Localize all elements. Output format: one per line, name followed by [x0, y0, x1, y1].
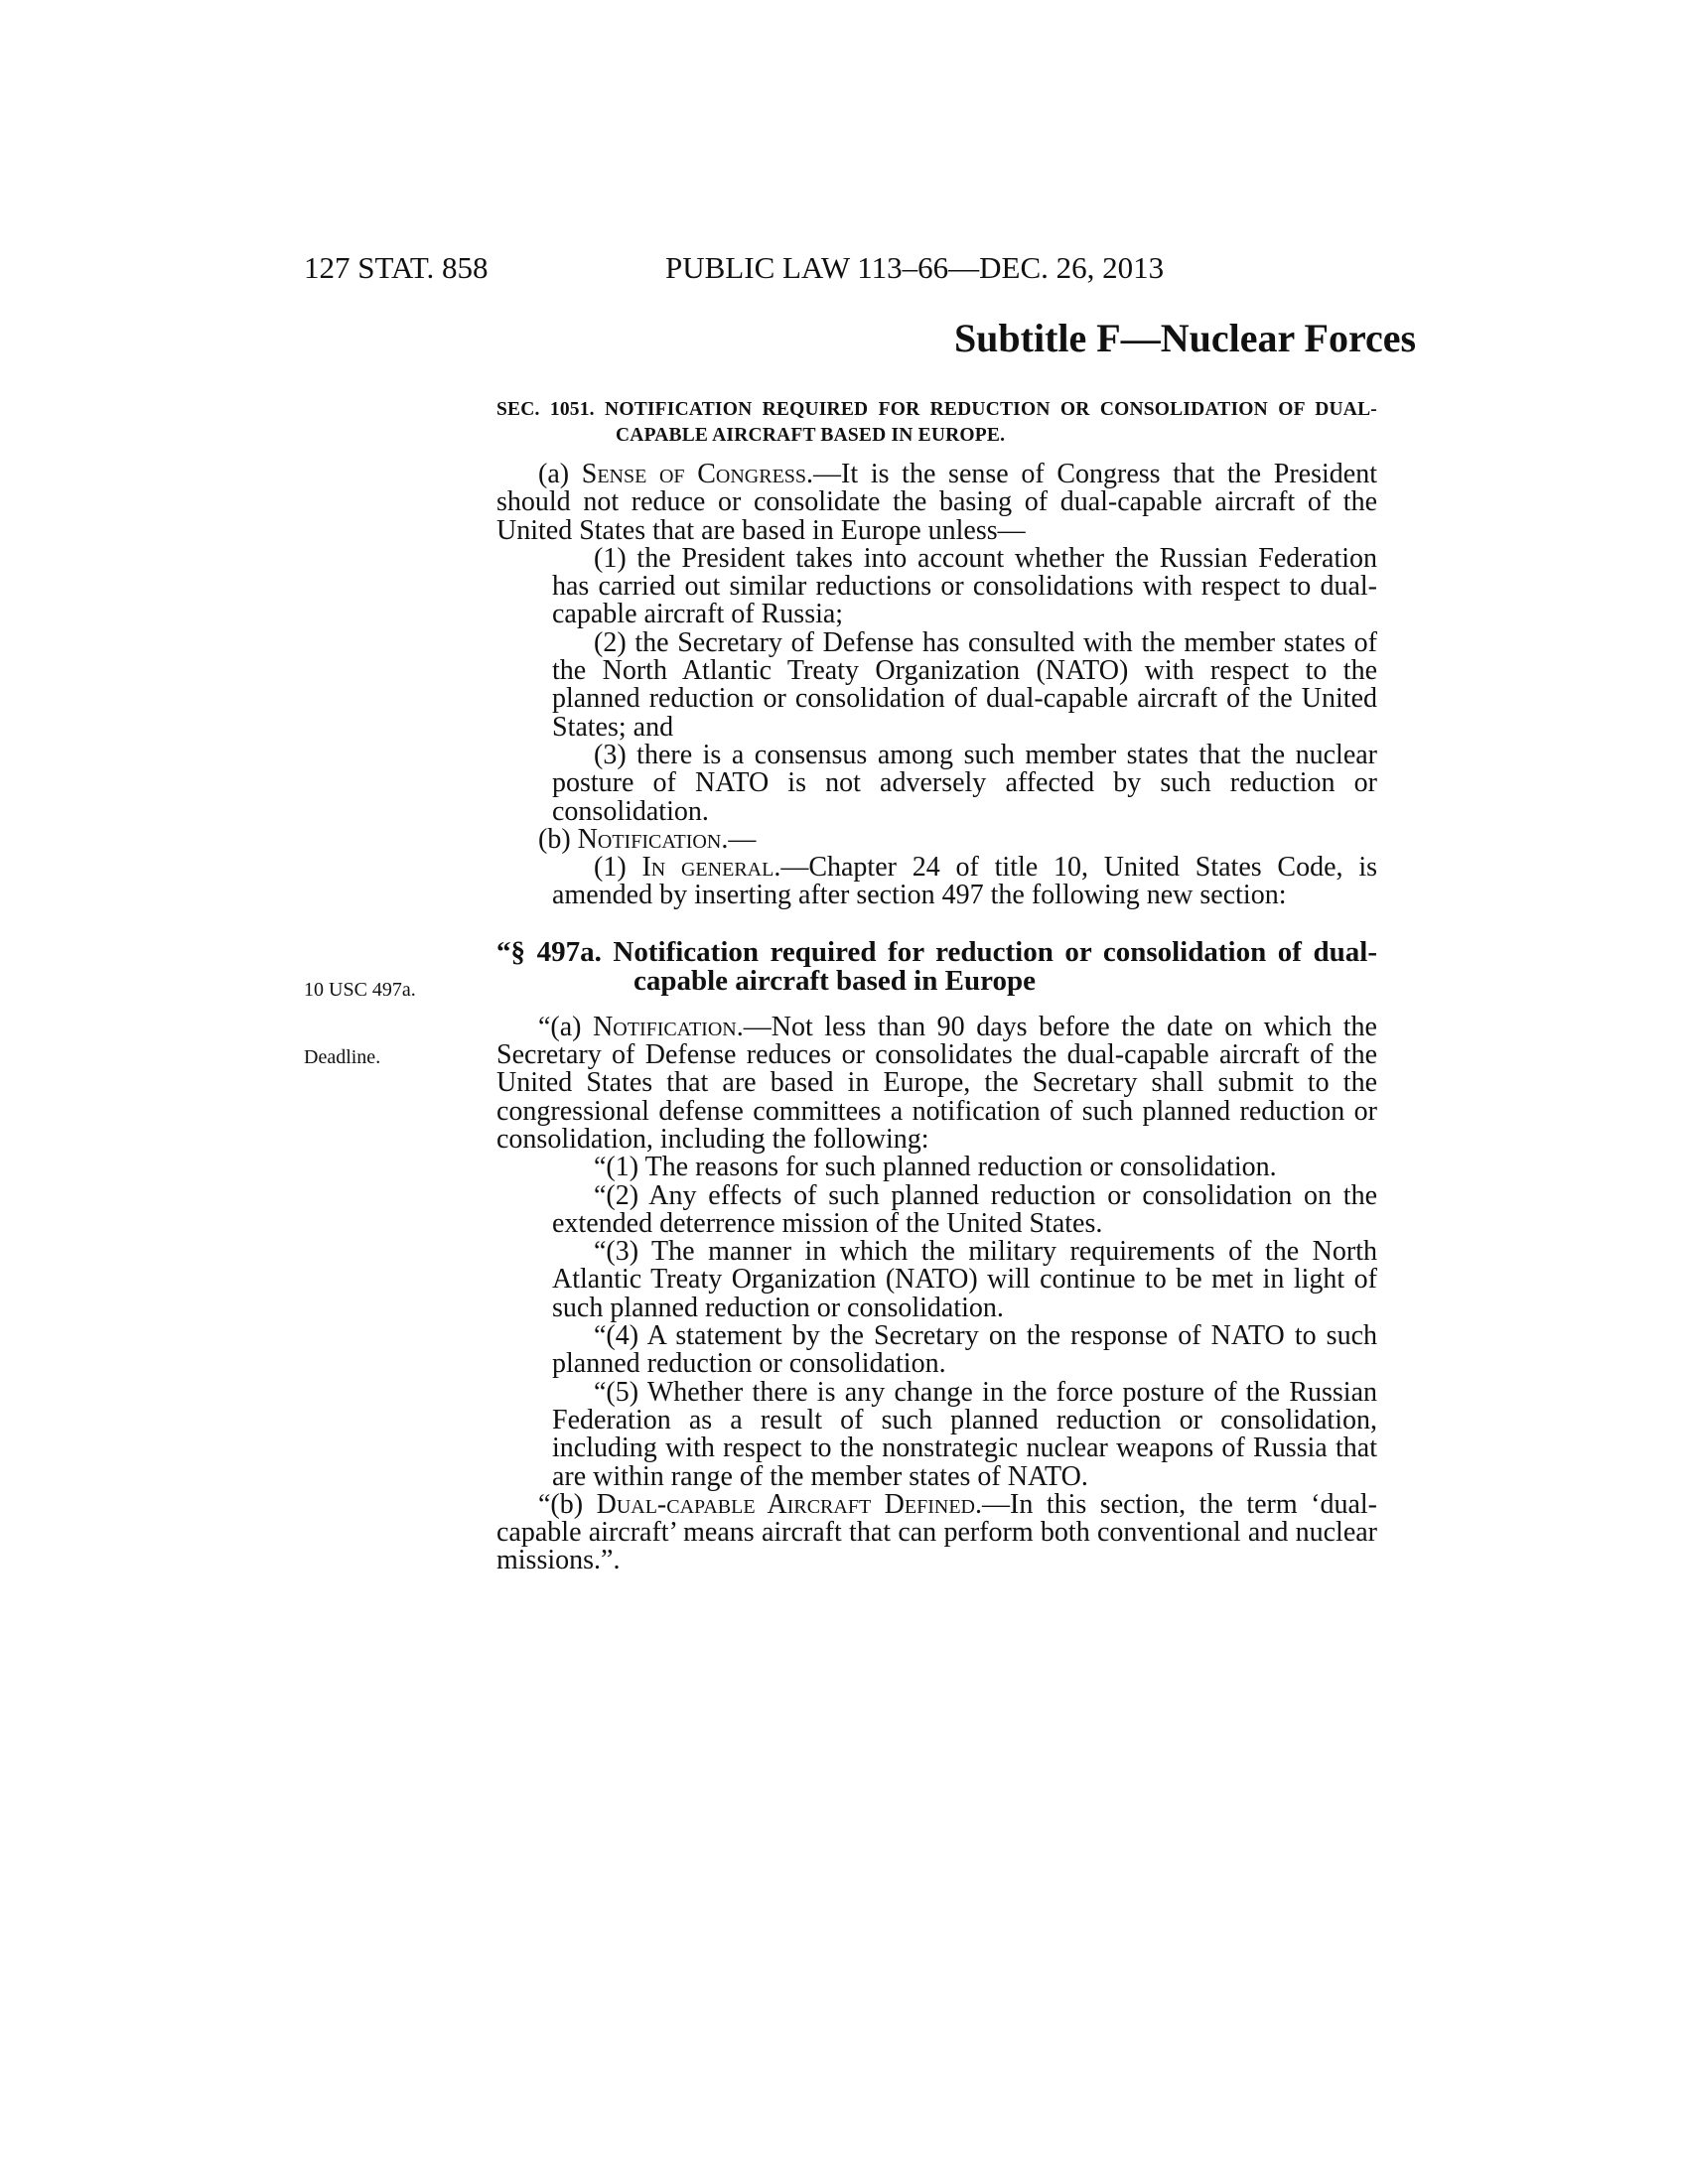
- new-subsection-a-label: “(a): [538, 1011, 594, 1042]
- new-paragraph-5: “(5) Whether there is any change in the force posture of the Russian Federation as a result of such planned reduction or consolidation, including with respect to the nonstrategic nuclear weapons of Russia that are within range of the member states of NATO.: [552, 1376, 1377, 1492]
- paragraph-a-3: (3) there is a consensus among such member states that the nuclear posture of NATO is not adversely affected by such reduction or consolidation.: [552, 739, 1377, 827]
- new-paragraph-2: “(2) Any effects of such planned reduction or consolidation on the extended deterrence mission of the United States.: [552, 1179, 1377, 1239]
- subsection-a-heading: Sense of Congress: [581, 459, 807, 489]
- subsection-b-label: (b): [538, 823, 578, 855]
- new-subsection-b-label: “(b): [538, 1488, 597, 1520]
- subsection-a: [496, 461, 1377, 545]
- main-text-column: [496, 397, 1377, 1575]
- paragraph-a-1: (1) the President takes into account whether the Russian Federation has carried out similar reductions or consolidations with respect to dual-capable aircraft of Russia;: [552, 542, 1377, 630]
- subsection-b: [496, 823, 1377, 855]
- running-header: PUBLIC LAW 113–66—DEC. 26, 2013: [665, 250, 1165, 285]
- new-subsection-a-heading: Notification: [593, 1011, 737, 1042]
- new-subsection-a: [496, 1011, 1377, 1155]
- new-paragraph-1: “(1) The reasons for such planned reduction or consolidation.: [594, 1152, 1277, 1183]
- margin-note-deadline: Deadline.: [304, 1046, 381, 1068]
- section-heading: SEC. 1051. NOTIFICATION REQUIRED FOR REDUCTION OR CONSOLIDATION OF DUAL-CAPABLE AIRCRAFT BASED IN EUROPE.: [496, 399, 1377, 446]
- new-section-heading: “§ 497a. Notification required for reduction or consolidation of dual-capable aircraft based in Europe: [496, 935, 1377, 997]
- subsection-a-label: (a): [538, 459, 582, 489]
- subsection-a-text: .—It is the sense of Congress that the President should not reduce or consolidate the basing of dual-capable aircraft of the United States that are based in Europe unless—: [496, 459, 1377, 546]
- new-subsection-b: [496, 1488, 1378, 1576]
- paragraph-b-1-heading: In general: [641, 852, 774, 884]
- new-subsection-b-heading: Dual-capable Aircraft Defined: [596, 1488, 976, 1520]
- new-paragraph-3: “(3) The manner in which the military requirements of the North Atlantic Treaty Organization (NATO) will continue to be met in light of such planned reduction or consolidation.: [552, 1236, 1377, 1323]
- paragraph-b-1-text: .—Chapter 24 of title 10, United States Code, is amended by inserting after section 497 the following new section:: [552, 852, 1378, 911]
- paragraph-b-1: [496, 854, 1377, 910]
- subsection-b-text: .—: [721, 823, 757, 855]
- new-subsection-b-text: .—In this section, the term ‘dual-capable aircraft’ means aircraft that can perform both conventional and nuclear missions.”.: [496, 1488, 1378, 1576]
- stat-page-number: 127 STAT. 858: [304, 250, 489, 285]
- paragraph-a-2: (2) the Secretary of Defense has consulted with the member states of the North Atlantic Treaty Organization (NATO) with respect to the planned reduction or consolidation of dual-capable aircraft of the United States; and: [552, 626, 1377, 743]
- new-subsection-a-text: .—Not less than 90 days before the date on which the Secretary of Defense reduces or consolidates the dual-capable aircraft of the United States that are based in Europe, the Secretary shall submit to the congressional defense committees a notification of such planned reduction or consolidation, including the following:: [496, 1011, 1377, 1155]
- paragraph-b-1-label: (1): [594, 852, 642, 884]
- subsection-b-heading: Notification: [577, 823, 722, 855]
- subtitle-heading: Subtitle F—Nuclear Forces: [953, 316, 1417, 360]
- new-paragraph-4: “(4) A statement by the Secretary on the response of NATO to such planned reduction or consolidation.: [552, 1320, 1377, 1380]
- margin-note-usc: 10 USC 497a.: [304, 979, 416, 1001]
